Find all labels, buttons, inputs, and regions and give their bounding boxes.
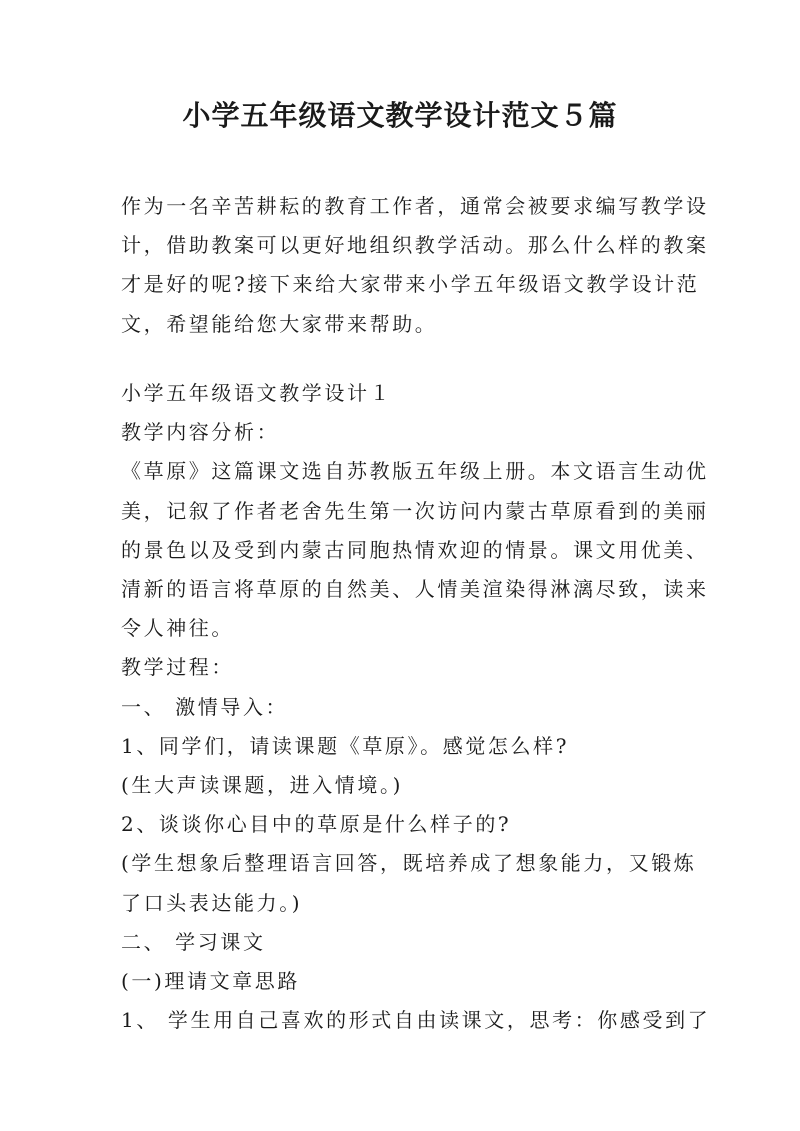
- list-item: 1、 学生用自己喜欢的形式自由读课文，思考：你感受到了: [121, 1008, 711, 1033]
- section-lines: [121, 374, 711, 1040]
- document-title: 小学五年级语文教学设计范文５篇: [182, 99, 618, 132]
- list-item: 一、 激情导入：: [121, 694, 289, 719]
- text-line: 《草原》这篇课文选自苏教版五年级上册。本文语言生动优: [121, 459, 709, 484]
- text-line: 令人神往。: [121, 616, 234, 641]
- list-item: 1、同学们，请读课题《草原》。感觉怎么样?: [121, 733, 570, 758]
- text-line: 文，希望能给您大家带来帮助。: [121, 311, 438, 336]
- text-line: (学生想象后整理语言回答，既培养成了想象能力，又锻炼: [121, 851, 697, 876]
- text-line: 了口头表达能力。): [121, 890, 303, 915]
- text-line: 美，记叙了作者老舍先生第一次访问内蒙古草原看到的美丽: [121, 498, 709, 523]
- text-line: (生大声读课题，进入情境。): [121, 773, 404, 798]
- subheading-teaching-process: 教学过程：: [121, 655, 234, 680]
- intro-paragraph: [121, 187, 709, 344]
- text-line: 的景色以及受到内蒙古同胞热情欢迎的情景。课文用优美、: [121, 537, 709, 562]
- text-line: 作为一名辛苦耕耘的教育工作者，通常会被要求编写教学设: [121, 194, 709, 218]
- subheading-content-analysis: 教学内容分析：: [121, 420, 280, 445]
- text-line: 清新的语言将草原的自然美、人情美渲染得淋漓尽致，读来: [121, 577, 709, 602]
- section-1-body: [121, 374, 711, 1040]
- text-line: 才是好的呢?接下来给大家带来小学五年级语文教学设计范: [121, 272, 700, 297]
- intro-lines: [121, 187, 709, 344]
- section-heading: 小学五年级语文教学设计１: [121, 381, 393, 405]
- list-item: 2、谈谈你心目中的草原是什么样子的?: [121, 812, 512, 837]
- text-line: 计，借助教案可以更好地组织教学活动。那么什么样的教案: [121, 233, 709, 258]
- list-item: (一)理请文章思路: [121, 969, 301, 994]
- list-item: 二、 学习课文: [121, 929, 266, 954]
